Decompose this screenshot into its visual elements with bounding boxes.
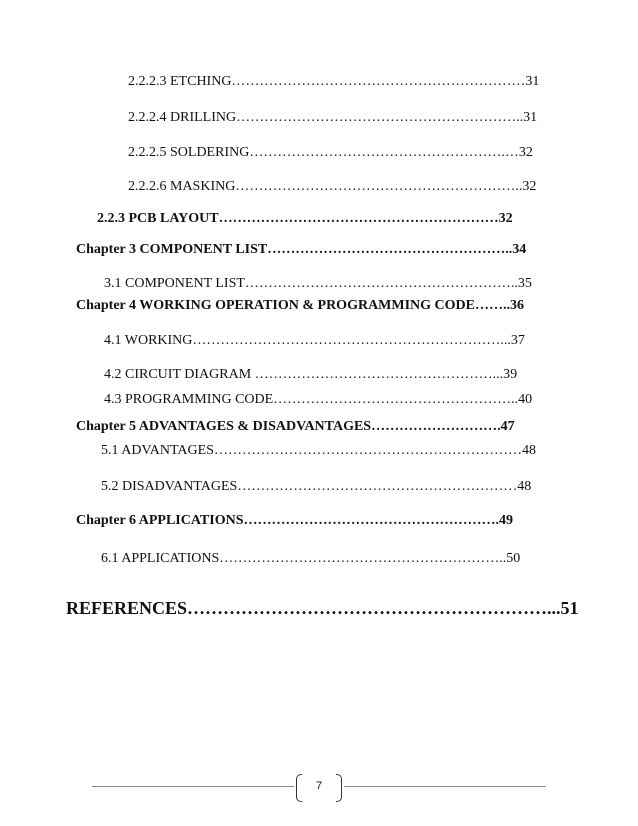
toc-chapter-5: Chapter 5 ADVANTAGES & DISADVANTAGES……………………….47 — [76, 419, 515, 434]
toc-entry-advantages: 5.1 ADVANTAGES…………………………………………………………48 — [101, 443, 536, 458]
toc-chapter-3: Chapter 3 COMPONENT LIST……………………………………………..34 — [76, 242, 527, 257]
toc-chapter-4: Chapter 4 WORKING OPERATION & PROGRAMMING CODE……..36 — [76, 298, 524, 313]
toc-entry-drilling: 2.2.2.4 DRILLING……………………………………………………..31 — [128, 110, 538, 125]
footer-rule-left — [92, 786, 294, 787]
toc-entry-etching: 2.2.2.3 ETCHING………………………………………………………31 — [128, 74, 540, 89]
footer-rule-right — [344, 786, 546, 787]
toc-entry-applications: 6.1 APPLICATIONS……………………………………………………..50 — [101, 551, 521, 566]
toc-entry-circuit-diagram: 4.2 CIRCUIT DIAGRAM ……………………………………………...39 — [104, 367, 518, 382]
toc-entry-pcb-layout: 2.2.3 PCB LAYOUT……………………………………………………32 — [97, 211, 513, 226]
toc-entry-component-list: 3.1 COMPONENT LIST…………………………………………………..35 — [104, 276, 532, 291]
page-number: 7 — [315, 780, 323, 792]
toc-entry-masking: 2.2.2.6 MASKING……………………………………………………..32 — [128, 179, 537, 194]
page-number-bracket-right — [336, 774, 342, 802]
toc-chapter-6: Chapter 6 APPLICATIONS……………………………………………….49 — [76, 513, 514, 528]
page-number-bracket-left — [296, 774, 302, 802]
toc-entry-disadvantages: 5.2 DISADVANTAGES……………………………………………………48 — [101, 479, 532, 494]
toc-references: REFERENCES……………………………………………………...51 — [66, 598, 579, 618]
toc-entry-soldering: 2.2.2.5 SOLDERING……………………………………………….…32 — [128, 145, 533, 160]
toc-entry-working: 4.1 WORKING…………………………………………………………...37 — [104, 333, 525, 348]
toc-entry-programming-code: 4.3 PROGRAMMING CODE……………………………………………..40 — [104, 392, 533, 407]
